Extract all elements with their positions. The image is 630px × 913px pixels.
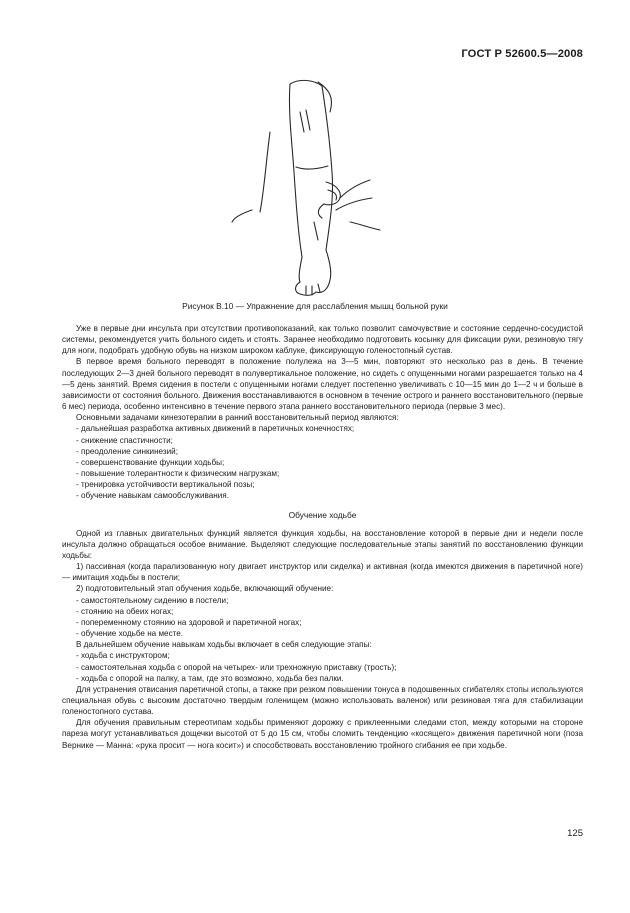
paragraph: В дальнейшем обучение навыкам ходьбы включает в себя следующие этапы: xyxy=(76,640,372,650)
paragraph: 1) пассивная (когда парализованную ногу двигает инструктор или сиделка) и активная (когда имеются движения в паретичной ноге) — имитация ходьбы в постели; xyxy=(62,562,583,583)
paragraph: Основными задачами кинезотерапии в ранний восстановительный период являются: xyxy=(76,413,399,423)
list-item: - самостоятельному сидению в постели; xyxy=(76,595,229,605)
section-title: Обучение ходьбе xyxy=(288,509,357,520)
list-item: - совершенствование функции ходьбы; xyxy=(76,457,225,467)
list-item: - стоянию на обеих ногах; xyxy=(76,606,174,616)
list-item: - обучение навыкам самообслуживания. xyxy=(76,491,229,501)
list-item: - повышение толерантности к физическим нагрузкам; xyxy=(76,469,280,479)
list-item: - ходьба с опорой на палку, а там, где это возможно, ходьба без палки. xyxy=(76,673,344,683)
list-item: - самостоятельная ходьба с опорой на четырех- или трехножную приставку (трость); xyxy=(76,662,397,672)
arm-relaxation-illustration xyxy=(230,72,400,297)
paragraph: Для устранения отвисания паретичной стопы, а также при резком повышении тонуса в подошвенных сгибателях стопы используются специальная обувь с высоким достаточно твердым голенищем (можно использовать валенок) или резиновая тяга для стабилизации голеностопного сустава. xyxy=(62,684,583,717)
list-item: - преодоление синкинезий; xyxy=(76,446,178,456)
list-item: - снижение спастичности; xyxy=(76,435,173,445)
list-item: - дальнейшая разработка активных движений в паретичных конечностях; xyxy=(76,424,355,434)
figure-caption: Рисунок В.10 — Упражнение для расслабления мышц больной руки xyxy=(182,301,448,311)
list-item: - обучение ходьбе на месте. xyxy=(76,629,184,639)
paragraph: Одной из главных двигательных функций является функция ходьбы, на восстановление которой в первые дни и недели после инсульта должно обращаться особое внимание. Выделяют следующие последовательные этапы занятий по восстановлению функции ходьбы: xyxy=(62,528,583,560)
list-item: - попеременному стоянию на здоровой и паретичной ногах; xyxy=(76,617,302,627)
paragraph: Уже в первые дни инсульта при отсутствии противопоказаний, как только позволит самочувствие и состояние сердечно-сосудистой системы, рекомендуется учить больного сидеть и стоять. Заранее необходимо подготовить косынку для фиксации руки, резиновую тягу для ноги, подобрать удобную обувь на низком широком каблуке, фиксирующую голеностопный сустав. xyxy=(62,324,583,356)
paragraph: Для обучения правильным стереотипам ходьбы применяют дорожку с приклеенными следами стоп, между которыми на стороне пареза могут устанавливаться дощечки высотой от 5 до 15 см, чтобы сломить тенденцию «косящего» движения паретичной ноги (поза Вернике — Манна: «рука просит — нога косит») и способствовать восстановлению тройного сгибания ее при ходьбе. xyxy=(62,718,583,750)
paragraph: 2) подготовительный этап обучения ходьбе, включающий обучение: xyxy=(76,584,334,594)
paragraph: В первое время больного переводят в положение полулежа на 3—5 мин, повторяют это несколько раз в день. В течение последующих 2—3 дней больного переводят в полувертикальное положение, но сидеть с опущенными ногами разрешается только на 4—5 день занятий. Время сидения в постели с опущенными ногами следует постепенно увеличивать с 10—15 мин до 1—2 ч и больше в зависимости от состояния больного. Движения восстанавливаются в основном в течение острого и раннего восстановительного (первые 6 мес) периода, особенно интенсивно в течение первого этапа раннего восстановительного периода (первые 3 мес). xyxy=(62,357,583,412)
list-item: - тренировка устойчивости вертикальной позы; xyxy=(76,480,255,490)
page-number: 125 xyxy=(567,828,583,839)
body-text xyxy=(62,323,583,751)
list-item: - ходьба с инструктором; xyxy=(76,651,170,661)
document-header: ГОСТ Р 52600.5—2008 xyxy=(461,48,583,60)
